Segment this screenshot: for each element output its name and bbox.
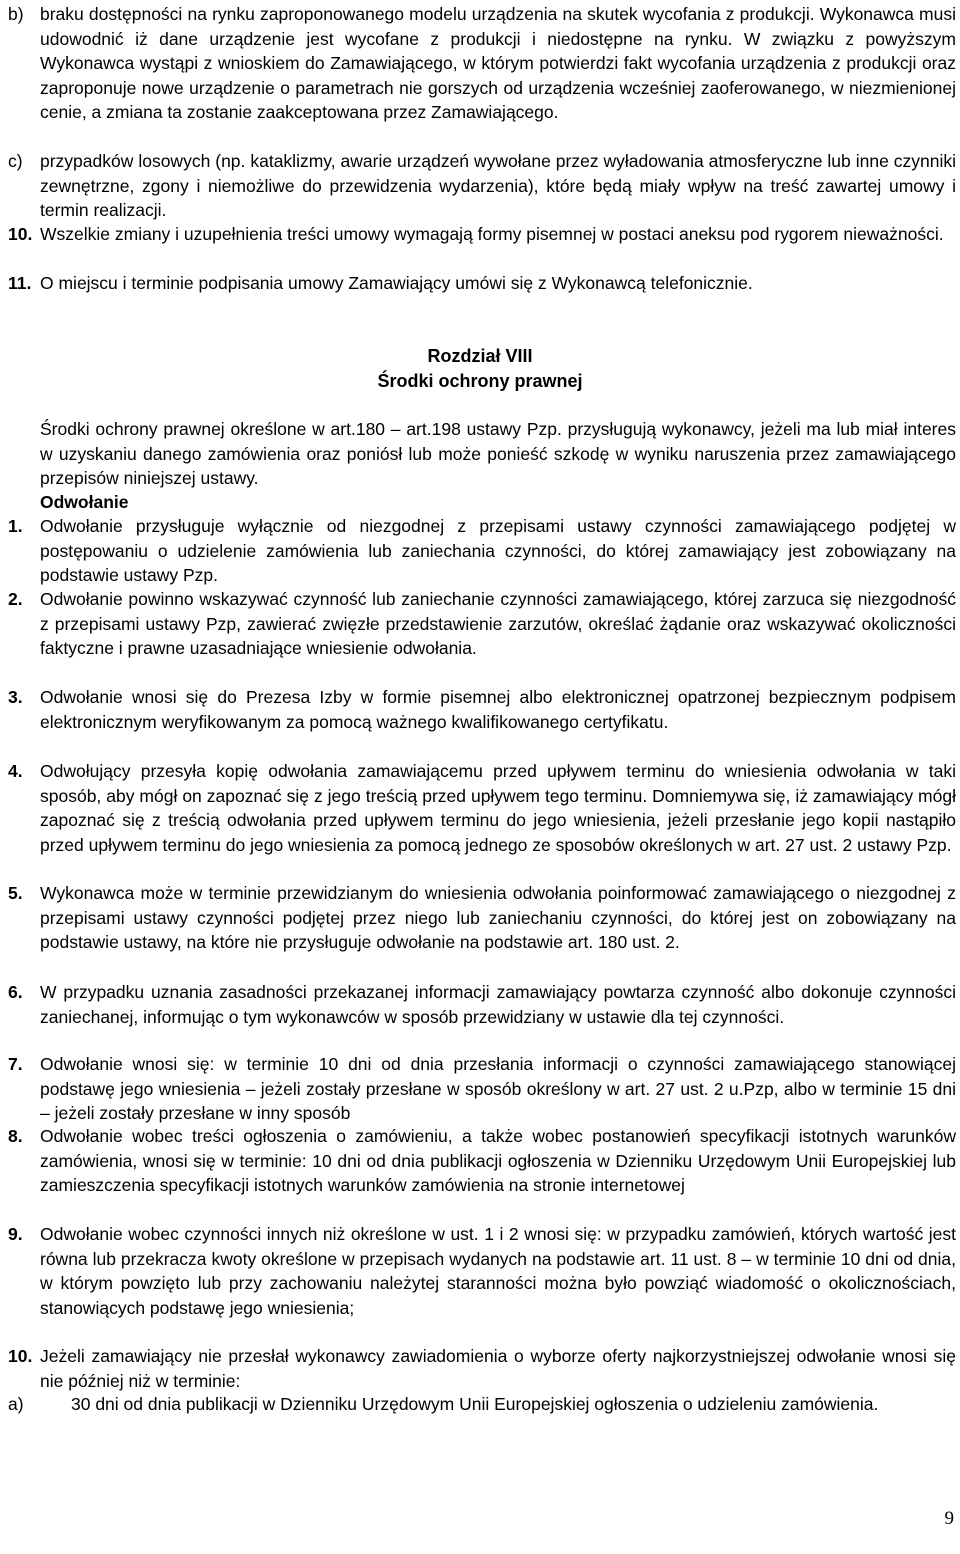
item-number: 11. <box>8 273 32 293</box>
numbered-item <box>8 980 956 1029</box>
numbered-item <box>8 881 956 955</box>
item-text: Odwołanie wobec treści ogłoszenia o zamówieniu, a także wobec postanowień specyfikacji istotnych warunków zamówienia, wnosi się w terminie: 10 dni od dnia publikacji ogłoszenia w Dzienniku Urzędowym Unii Europejskiej lub zamieszczenia specyfikacji istotnych warunków zamówienia na stronie internetowej <box>40 1126 956 1195</box>
item-text: braku dostępności na rynku zaproponowanego modelu urządzenia na skutek wycofania z produkcji. Wykonawca musi udowodnić iż dane urządzenie jest wycofane z produkcji i niedostępne na rynku. W związku z powyższym Wykonawca wystąpi z wnioskiem do Zamawiającego, w którym potwierdzi fakt wycofania urządzenia z produkcji oraz zaproponuje nowe urządzenie o parametrach nie gorszych od urządzenia wcześniej zaoferowanego, w niezmienionej cenie, a zmiana ta zostanie zaakceptowana przez Zamawiającego. <box>40 4 956 122</box>
subheading-odwolanie: Odwołanie <box>40 492 129 512</box>
numbered-item <box>8 1124 956 1198</box>
section-title: Środki ochrony prawnej <box>377 371 583 391</box>
numbered-item <box>8 587 956 661</box>
item-text: Odwołanie wobec czynności innych niż określone w ust. 1 i 2 wnosi się: w przypadku zamówień, których wartość jest równa lub przekracza kwoty określone w przepisach wydanych na podstawie art. 11 ust. 8 – w terminie 10 dni od dnia, w którym powzięto lub przy zachowaniu należytej staranności można było powziąć wiadomość o okolicznościach, stanowiących podstawę jego wniesienia; <box>40 1224 956 1318</box>
item-text: przypadków losowych (np. kataklizmy, awarie urządzeń wywołane przez wyładowania atmosferyczne lub inne czynniki zewnętrzne, zgony i niemożliwe do przewidzenia wydarzenia), które będą miały wpływ na treść zawartej umowy i termin realizacji. <box>40 151 956 220</box>
numbered-item <box>8 1222 956 1320</box>
item-number: 10. <box>8 224 33 244</box>
list-item-b <box>8 2 956 125</box>
numbered-item <box>8 685 956 734</box>
numbered-item <box>8 1344 956 1393</box>
item-text: O miejscu i terminie podpisania umowy Zamawiający umówi się z Wykonawcą telefonicznie. <box>40 273 753 293</box>
list-item-10 <box>8 222 956 247</box>
item-number: 3. <box>8 687 23 707</box>
item-label: a) <box>8 1394 24 1414</box>
item-text: Odwołanie wnosi się: w terminie 10 dni od dnia przesłania informacji o czynności zamawiającego stanowiącej podstawę jego wniesienia – jeżeli zostały przesłane w sposób określony w art. 27 ust. 2 u.Pzp, albo w terminie 15 dni – jeżeli zostały przesłane w inny sposób <box>40 1054 956 1123</box>
item-text: Wszelkie zmiany i uzupełnienia treści umowy wymagają formy pisemnej w postaci aneksu pod rygorem nieważności. <box>40 224 944 244</box>
list-item-11 <box>8 271 956 296</box>
chapter-heading: Rozdział VIII <box>427 346 533 366</box>
numbered-item <box>8 1052 956 1126</box>
item-number: 7. <box>8 1054 23 1074</box>
item-text: Jeżeli zamawiający nie przesłał wykonawcy zawiadomienia o wyborze oferty najkorzystniejszej odwołanie wnosi się nie później niż w terminie: <box>40 1346 956 1391</box>
item-number: 9. <box>8 1224 23 1244</box>
item-text: Wykonawca może w terminie przewidzianym do wniesienia odwołania poinformować zamawiającego o niezgodnej z przepisami ustawy czynności podjętej przez niego lub zaniechaniu czynności, do której jest on zobowiązany na podstawie ustawy, na które nie przysługuje odwołanie na podstawie art. 180 ust. 2. <box>40 883 956 952</box>
numbered-item <box>8 514 956 588</box>
item-number: 2. <box>8 589 23 609</box>
item-text: Odwołanie przysługuje wyłącznie od niezgodnej z przepisami ustawy czynności zamawiającego podjętej w postępowaniu o udzielenie zamówienia lub zaniechania czynności, do której zamawiający jest zobowiązany na podstawie ustawy Pzp. <box>40 516 956 585</box>
item-text: Odwołanie wnosi się do Prezesa Izby w formie pisemnej albo elektronicznej opatrzonej bezpiecznym podpisem elektronicznym weryfikowanym za pomocą ważnego kwalifikowanego certyfikatu. <box>40 687 956 732</box>
item-number: 1. <box>8 516 23 536</box>
page-number: 9 <box>944 1508 954 1529</box>
item-number: 4. <box>8 761 23 781</box>
item-number: 10. <box>8 1346 33 1366</box>
intro-paragraph: Środki ochrony prawnej określone w art.180 – art.198 ustawy Pzp. przysługują wykonawcy, jeżeli ma lub miał interes w uzyskaniu danego zamówienia oraz poniósł lub może ponieść szkodę w wyniku naruszenia przez zamawiającego przepisów niniejszej ustawy. <box>40 419 956 488</box>
item-text: Odwołanie powinno wskazywać czynność lub zaniechanie czynności zamawiającego, której zarzuca się niezgodność z przepisami ustawy Pzp, zawierać zwięzłe przedstawienie zarzutów, określać żądanie oraz wskazywać okoliczności faktyczne i prawne uzasadniające wniesienie odwołania. <box>40 589 956 658</box>
list-item-a <box>8 1392 956 1417</box>
item-text: Odwołujący przesyła kopię odwołania zamawiającemu przed upływem terminu do wniesienia odwołania w taki sposób, aby mógł on zapoznać się z jego treścią przed upływem tego terminu. Domniemywa się, iż zamawiający mógł zapoznać się z treścią odwołania przed upływem terminu do jego wniesienia, jeżeli przesłanie jego kopii nastąpiło przed upływem terminu do jego wniesienia za pomocą jednego ze sposobów określonych w art. 27 ust. 2 ustawy Pzp. <box>40 761 956 855</box>
item-label: c) <box>8 151 23 171</box>
item-text: W przypadku uznania zasadności przekazanej informacji zamawiający powtarza czynność albo dokonuje czynności zaniechanej, informując o tym wykonawców w sposób przewidziany w ustawie dla tej czynności. <box>40 982 956 1027</box>
item-text: 30 dni od dnia publikacji w Dzienniku Urzędowym Unii Europejskiej ogłoszenia o udzieleniu zamówienia. <box>71 1394 879 1414</box>
item-number: 8. <box>8 1126 23 1146</box>
numbered-item <box>8 759 956 857</box>
item-label: b) <box>8 4 24 24</box>
item-number: 5. <box>8 883 23 903</box>
item-number: 6. <box>8 982 23 1002</box>
list-item-c <box>8 149 956 223</box>
